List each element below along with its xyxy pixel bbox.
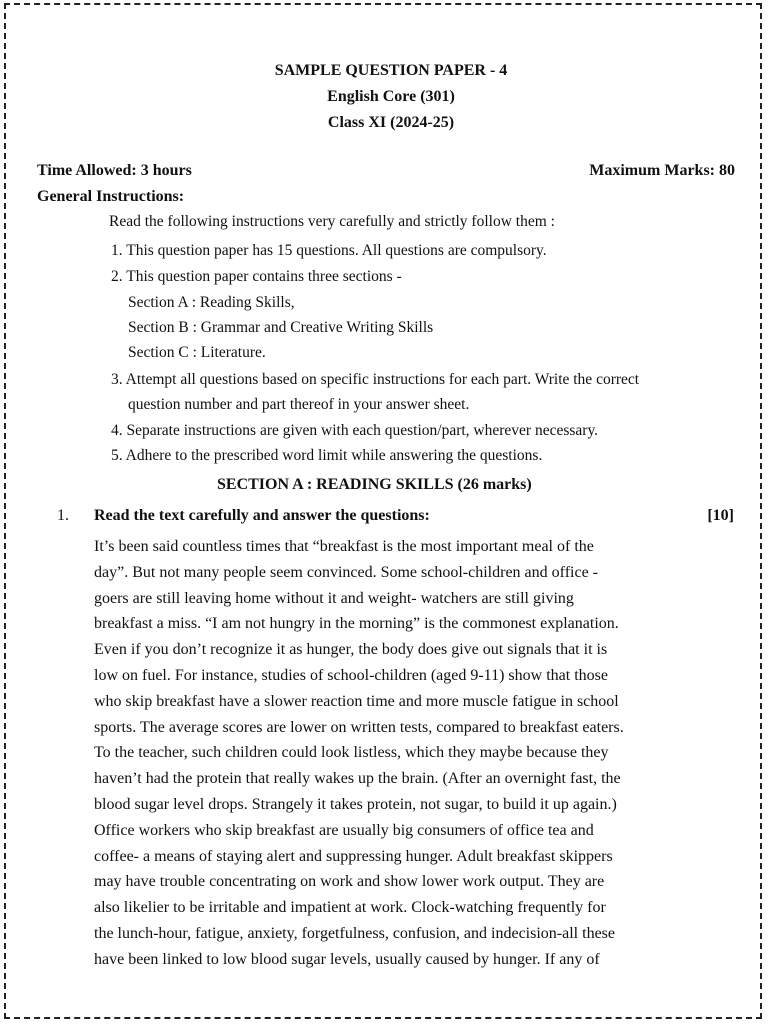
passage-line: day”. But not many people seem convinced. Some school-children and office - — [94, 563, 598, 581]
passage-line: To the teacher, such children could look listless, which they maybe because they — [94, 744, 609, 762]
passage-line: low on fuel. For instance, studies of school-children (aged 9-11) show that those — [94, 666, 608, 684]
passage-line: Office workers who skip breakfast are usually big consumers of office tea and — [94, 821, 594, 839]
question-prompt: Read the text carefully and answer the questions: — [94, 507, 430, 524]
time-allowed: Time Allowed: 3 hours — [37, 162, 192, 179]
passage-line: who skip breakfast have a slower reaction time and more muscle fatigue in school — [94, 692, 619, 710]
passage-line: coffee- a means of staying alert and suppressing hunger. Adult breakfast skippers — [94, 847, 613, 865]
instruction-item-1: 1. This question paper has 15 questions. All questions are compulsory. — [111, 242, 547, 259]
instruction-item-3-line-2: question number and part thereof in your answer sheet. — [128, 396, 470, 413]
passage-line: also likelier to be irritable and impatient at work. Clock-watching frequently for — [94, 899, 606, 917]
paper-title: SAMPLE QUESTION PAPER - 4 — [274, 62, 508, 79]
class-title: Class XI (2024-25) — [327, 114, 455, 131]
subject-title: English Core (301) — [327, 88, 455, 105]
passage-line: Even if you don’t recognize it as hunger, the body does give out signals that it is — [94, 641, 608, 659]
passage-line: It’s been said countless times that “breakfast is the most important meal of the — [94, 538, 594, 555]
passage-line: sports. The average scores are lower on written tests, compared to breakfast eaters. — [94, 718, 624, 736]
question-number: 1. — [57, 507, 69, 524]
instruction-item-5: 5. Adhere to the prescribed word limit while answering the questions. — [111, 447, 543, 464]
passage-line: haven’t had the protein that really wakes up the brain. (After an overnight fast, the — [94, 770, 621, 788]
section-a-heading: SECTION A : READING SKILLS (26 marks) — [217, 476, 532, 493]
general-instructions-heading: General Instructions: — [37, 188, 185, 205]
passage-line: have been linked to low blood sugar levels, usually caused by hunger. If any of — [94, 950, 600, 968]
instruction-item-3-line-1: 3. Attempt all questions based on specific instructions for each part. Write the correct — [111, 371, 640, 388]
reading-passage — [94, 534, 744, 973]
section-b-label: Section B : Grammar and Creative Writing Skills — [128, 319, 434, 336]
question-marks: [10] — [707, 507, 734, 524]
passage-line: blood sugar level drops. Strangely it takes protein, not sugar, to build it up again.) — [94, 795, 617, 813]
passage-line: may have trouble concentrating on work and show lower work output. They are — [94, 873, 605, 891]
passage-line: the lunch-hour, fatigue, anxiety, forgetfulness, confusion, and indecision-all these — [94, 924, 615, 942]
passage-line: breakfast a miss. “I am not hungry in the morning” is the commonest explanation. — [94, 615, 619, 633]
instruction-item-2: 2. This question paper contains three sections - — [111, 268, 402, 285]
section-c-label: Section C : Literature. — [128, 344, 266, 361]
passage-line: goers are still leaving home without it and weight- watchers are still giving — [94, 589, 574, 607]
instructions-intro: Read the following instructions very carefully and strictly follow them : — [109, 213, 555, 230]
instruction-item-4: 4. Separate instructions are given with each question/part, wherever necessary. — [111, 422, 599, 439]
section-a-label: Section A : Reading Skills, — [128, 294, 295, 311]
maximum-marks: Maximum Marks: 80 — [589, 162, 735, 179]
